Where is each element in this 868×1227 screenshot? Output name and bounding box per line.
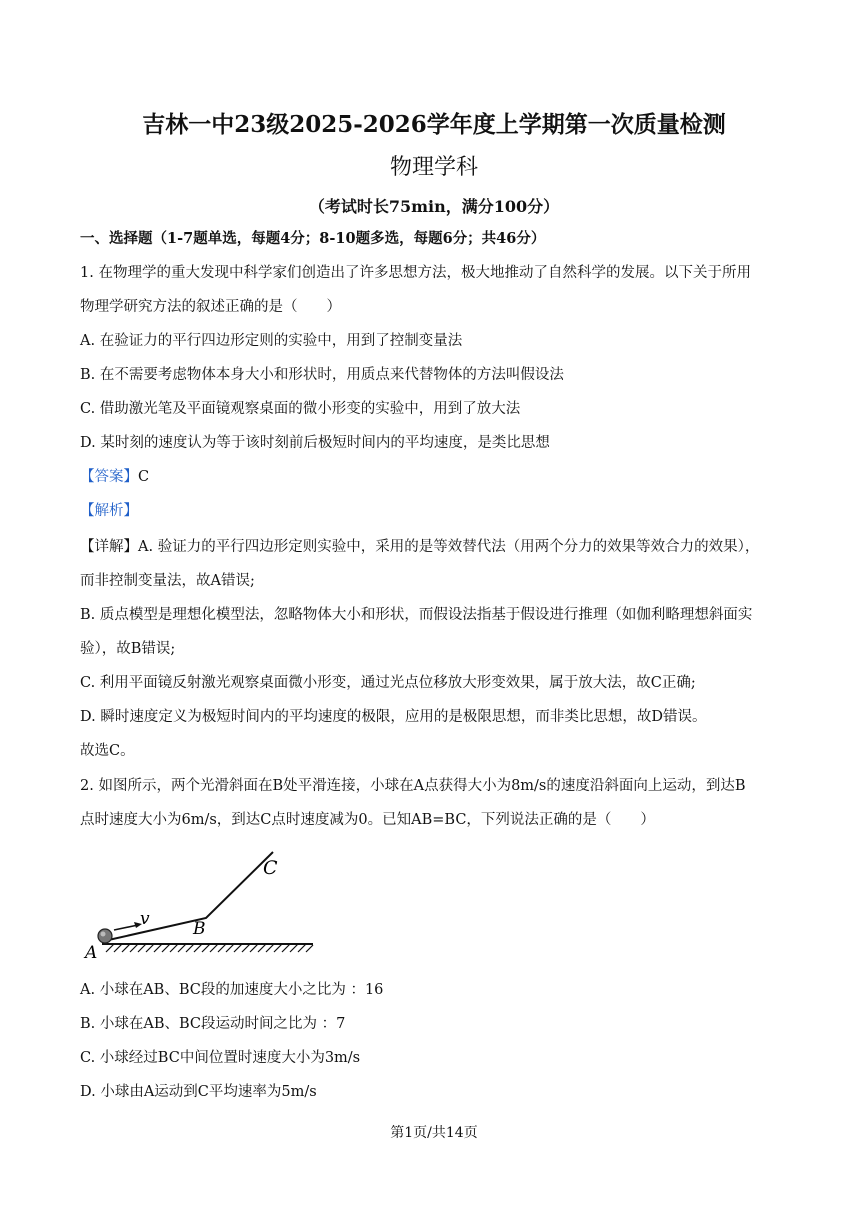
incline-ab-bc bbox=[104, 852, 273, 941]
q1-detail-a-line2: 而非控制变量法，故A错误; bbox=[80, 573, 255, 589]
q1-option-d: D. 某时刻的速度认为等于该时刻前后极短时间内的平均速度，是类比思想 bbox=[80, 435, 550, 451]
q2-option-d: D. 小球由A运动到C平均速率为5m/s bbox=[80, 1084, 317, 1100]
label-v: v bbox=[140, 909, 150, 929]
q1-conclusion: 故选C。 bbox=[80, 743, 135, 759]
q1-option-c: C. 借助激光笔及平面镜观察桌面的微小形变的实验中，用到了放大法 bbox=[80, 401, 521, 417]
q1-option-a: A. 在验证力的平行四边形定则的实验中，用到了控制变量法 bbox=[80, 333, 463, 349]
ground-hatching bbox=[106, 944, 313, 952]
q1-answer bbox=[80, 467, 149, 487]
subject-title: 物理学科 bbox=[389, 155, 478, 180]
q2-option-c: C. 小球经过BC中间位置时速度大小为3m/s bbox=[80, 1050, 361, 1066]
q1-stem-line1: 1. 在物理学的重大发现中科学家们创造出了许多思想方法，极大地推动了自然科学的发展。以下关于所用 bbox=[80, 265, 751, 281]
ball-highlight bbox=[101, 932, 106, 937]
section-heading: 一、选择题（1-7题单选，每题4分；8-10题多选，每题6分；共46分） bbox=[80, 230, 546, 247]
detail-a-text: A. 验证力的平行四边形定则实验中，采用的是等效替代法（用两个分力的效果等效合力的效果）， bbox=[138, 539, 760, 555]
q1-detail-c: C. 利用平面镜反射激光观察桌面微小形变，通过光点位移放大形变效果，属于放大法，故C正确; bbox=[80, 675, 696, 691]
exam-info: （考试时长75min，满分100分） bbox=[308, 197, 560, 216]
label-c: C bbox=[263, 857, 278, 879]
q1-stem-line2: 物理学研究方法的叙述正确的是（ ） bbox=[80, 299, 341, 315]
answer-tag: 【答案】 bbox=[80, 469, 138, 485]
label-b: B bbox=[193, 919, 206, 939]
q2-option-a: A. 小球在AB、BC段的加速度大小之比为 ：16 bbox=[80, 982, 384, 998]
q1-detail-b-line1: B. 质点模型是理想化模型法，忽略物体大小和形状，而假设法指基于假设进行推理（如伽利略理想斜面实 bbox=[80, 607, 753, 623]
page-footer: 第1页/共14页 bbox=[390, 1125, 478, 1141]
label-a: A bbox=[85, 943, 98, 963]
q2-option-b: B. 小球在AB、BC段运动时间之比为 ：7 bbox=[80, 1016, 346, 1032]
q1-detail-b-line2: 验），故B错误; bbox=[80, 641, 176, 657]
answer-value: C bbox=[138, 469, 150, 485]
q1-option-b: B. 在不需要考虑物体本身大小和形状时，用质点来代替物体的方法叫假设法 bbox=[80, 367, 564, 383]
incline-diagram bbox=[80, 848, 330, 963]
exam-title: 吉林一中23级2025-2026学年度上学期第一次质量检测 bbox=[142, 111, 726, 138]
q1-detail-d: D. 瞬时速度定义为极短时间内的平均速度的极限，应用的是极限思想，而非类比思想，故D错误。 bbox=[80, 709, 707, 725]
detail-tag: 【详解】 bbox=[80, 539, 138, 555]
q1-detail-a-line1 bbox=[80, 537, 759, 557]
q2-stem-line2: 点时速度大小为6m/s，到达C点时速度减为0。已知AB=BC，下列说法正确的是（ ） bbox=[80, 812, 655, 828]
velocity-arrow bbox=[114, 925, 138, 930]
analysis-tag: 【解析】 bbox=[80, 503, 138, 519]
q2-stem-line1: 2. 如图所示，两个光滑斜面在B处平滑连接，小球在A点获得大小为8m/s的速度沿斜面向上运动，到达B bbox=[80, 778, 746, 794]
ball bbox=[98, 929, 112, 943]
